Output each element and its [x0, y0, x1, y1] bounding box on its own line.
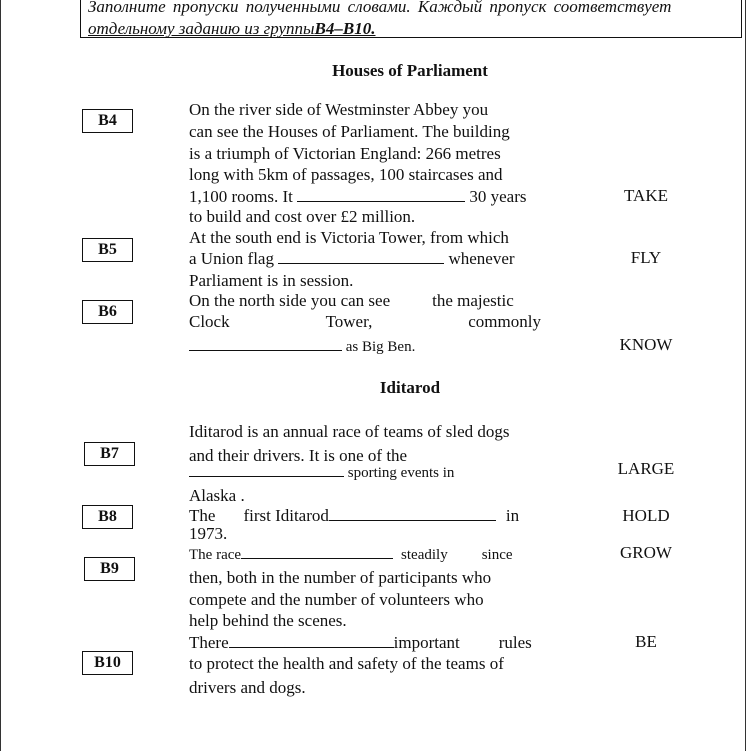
text-line-gap-b5 — [189, 248, 541, 269]
answer-blank-b4[interactable] — [297, 189, 465, 202]
base-word-take: TAKE — [624, 186, 668, 205]
text-line: On the river side of Westminster Abbey you — [189, 100, 489, 119]
task-tag-b6: B6 — [82, 300, 133, 324]
text-segment: as Big Ben. — [345, 339, 416, 355]
text-line: then, both in the number of participants who — [189, 568, 492, 587]
text-line-gap-b10 — [189, 632, 541, 653]
text-segment: the majestic — [432, 291, 514, 310]
text-line: can see the Houses of Parliament. The building — [189, 122, 510, 141]
task-tag-b10: B10 — [82, 651, 133, 675]
text-line: Alaska . — [189, 486, 245, 505]
section-title-parliament: Houses of Parliament — [332, 61, 488, 80]
task-tag-b5: B5 — [82, 238, 133, 262]
text-segment: commonly — [468, 312, 541, 331]
task-tag-b4: B4 — [82, 109, 133, 133]
text-segment: rules — [498, 633, 532, 652]
text-line-gap-b9 — [189, 545, 541, 566]
text-segment: whenever — [448, 249, 515, 268]
text-segment: first Iditarod — [243, 506, 329, 525]
text-segment: 1,100 rooms. It — [189, 187, 293, 206]
answer-blank-b6[interactable] — [189, 338, 342, 351]
text-segment: Tower, — [325, 312, 373, 331]
text-line: to build and cost over £2 million. — [189, 207, 416, 226]
text-segment: The — [189, 506, 216, 525]
task-tag-b8: B8 — [82, 505, 133, 529]
text-line: and their drivers. It is one of the — [189, 446, 408, 465]
text-segment: a Union flag — [189, 249, 274, 268]
text-segment: since — [481, 547, 513, 563]
base-word-hold: HOLD — [622, 506, 670, 525]
text-line-gap-b6 — [189, 337, 541, 358]
base-word-fly: FLY — [630, 248, 662, 267]
instruction-text: отдельному заданию из группы — [88, 19, 315, 38]
page-border-right — [745, 0, 746, 751]
answer-blank-b8[interactable] — [329, 508, 496, 521]
text-line: help behind the scenes. — [189, 611, 347, 630]
answer-blank-b7[interactable] — [189, 464, 344, 477]
text-line — [189, 311, 541, 332]
text-line: to protect the health and safety of the teams of — [189, 654, 504, 673]
text-segment: The — [189, 547, 213, 563]
text-line: Iditarod is an annual race of teams of sled dogs — [189, 422, 510, 441]
text-segment: important — [393, 633, 460, 652]
text-line: 1973. — [189, 524, 228, 543]
instruction-line-1: Заполните пропуски полученными словами. Каждый пропуск соответствует — [88, 0, 672, 16]
base-word-know: KNOW — [619, 335, 673, 354]
text-line: At the south end is Victoria Tower, from which — [189, 228, 509, 247]
text-line: Parliament is in session. — [189, 271, 354, 290]
text-line: compete and the number of volunteers who — [189, 590, 484, 609]
text-line: drivers and dogs. — [189, 678, 306, 697]
text-line: long with 5km of passages, 100 staircases and — [189, 165, 503, 184]
instruction-box — [80, 0, 742, 38]
base-word-large: LARGE — [617, 459, 675, 478]
instruction-range: B4–B10. — [314, 19, 376, 38]
base-word-be: BE — [635, 632, 657, 651]
text-segment: race — [216, 547, 242, 563]
answer-blank-b10[interactable] — [229, 635, 394, 648]
text-segment: On the north side you can see — [189, 291, 391, 310]
answer-blank-b9[interactable] — [241, 546, 393, 559]
text-segment: There — [189, 633, 229, 652]
page-border-left — [0, 0, 1, 751]
text-segment: steadily — [401, 547, 448, 563]
text-segment: 30 years — [469, 187, 527, 206]
text-line — [189, 290, 541, 311]
task-tag-b7: B7 — [84, 442, 135, 466]
base-word-grow: GROW — [620, 543, 672, 562]
section-title-iditarod: Iditarod — [379, 378, 441, 397]
text-line-gap-b7 — [189, 463, 541, 484]
text-segment: Clock — [189, 312, 230, 331]
answer-blank-b5[interactable] — [278, 251, 444, 264]
task-tag-b9: B9 — [84, 557, 135, 581]
text-line-gap-b4 — [189, 186, 541, 207]
text-segment: sporting events in — [347, 465, 455, 481]
text-segment: in — [505, 506, 520, 525]
instruction-line-2 — [88, 19, 375, 39]
text-line: is a triumph of Victorian England: 266 metres — [189, 144, 501, 163]
